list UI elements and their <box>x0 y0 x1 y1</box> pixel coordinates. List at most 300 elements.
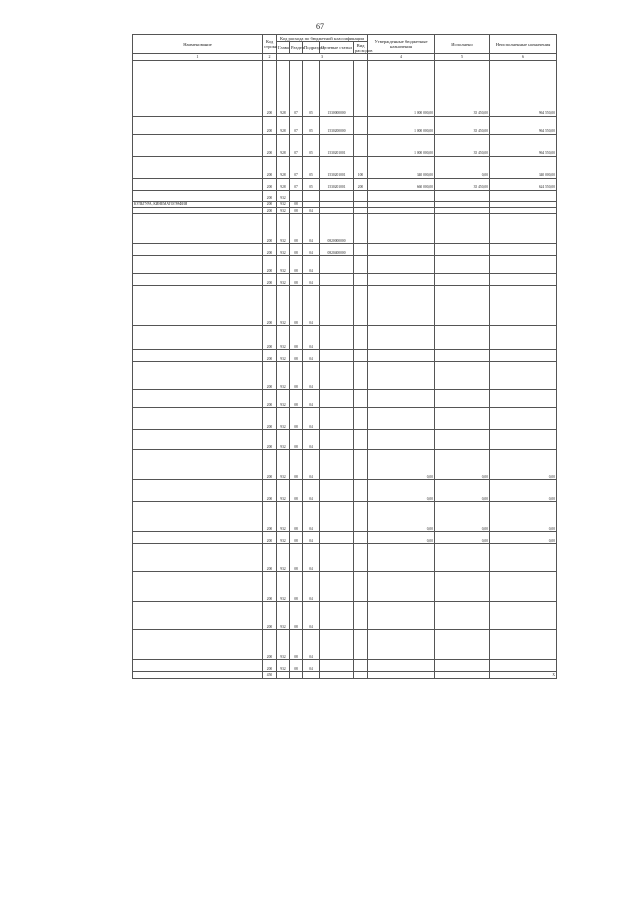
row-name <box>133 450 263 480</box>
row-line-code: 200 <box>263 430 277 450</box>
row-target <box>320 256 354 274</box>
row-subsection: 04 <box>303 408 320 430</box>
row-section: 08 <box>290 602 303 630</box>
row-name <box>133 286 263 326</box>
row-target <box>320 532 354 544</box>
table-row <box>133 326 557 350</box>
row-subsection: 04 <box>303 544 320 572</box>
row-chief: 932 <box>277 430 290 450</box>
row-subsection <box>303 672 320 678</box>
row-section: 08 <box>290 408 303 430</box>
row-executed: 0,00 <box>435 532 490 544</box>
row-expense-type <box>354 602 368 630</box>
row-name: КУЛЬТУРА, КИНЕМАТОГРАФИЯ <box>133 201 263 207</box>
row-unexecuted <box>490 660 557 672</box>
row-executed <box>435 660 490 672</box>
table-row <box>133 116 557 134</box>
row-approved <box>368 190 435 201</box>
row-executed <box>435 672 490 678</box>
row-approved <box>368 362 435 390</box>
row-line-code: 200 <box>263 274 277 286</box>
row-unexecuted: 0,00 <box>490 480 557 502</box>
row-chief: 932 <box>277 408 290 430</box>
table-row <box>133 408 557 430</box>
table-row <box>133 672 557 678</box>
row-expense-type <box>354 532 368 544</box>
row-line-code: 200 <box>263 207 277 213</box>
row-section: 08 <box>290 450 303 480</box>
table-row <box>133 156 557 178</box>
column-number: 4 <box>368 54 435 60</box>
row-target: 0820400000 <box>320 244 354 256</box>
table-row <box>133 244 557 256</box>
row-executed <box>435 256 490 274</box>
table-row <box>133 450 557 480</box>
row-target: 1530201001 <box>320 134 354 156</box>
row-expense-type <box>354 274 368 286</box>
row-executed: 35 450,00 <box>435 134 490 156</box>
row-approved: 1 000 000,00 <box>368 116 435 134</box>
row-expense-type <box>354 326 368 350</box>
row-line-code: 200 <box>263 116 277 134</box>
row-unexecuted <box>490 602 557 630</box>
row-section: 08 <box>290 274 303 286</box>
row-executed <box>435 430 490 450</box>
row-expense-type <box>354 134 368 156</box>
row-target <box>320 450 354 480</box>
row-line-code: 200 <box>263 502 277 532</box>
row-expense-type <box>354 660 368 672</box>
row-expense-type <box>354 480 368 502</box>
row-line-code: 200 <box>263 572 277 602</box>
row-name <box>133 190 263 201</box>
row-name <box>133 480 263 502</box>
row-subsection: 04 <box>303 572 320 602</box>
row-line-code: 200 <box>263 156 277 178</box>
table-row <box>133 190 557 201</box>
table-row <box>133 286 557 326</box>
row-unexecuted: 964 550,00 <box>490 134 557 156</box>
row-subsection: 04 <box>303 660 320 672</box>
row-subsection: 05 <box>303 178 320 190</box>
row-section: 08 <box>290 244 303 256</box>
budget-execution-table <box>132 34 557 679</box>
table-body <box>133 60 557 678</box>
row-executed <box>435 350 490 362</box>
row-executed: 0,00 <box>435 156 490 178</box>
row-section: 08 <box>290 286 303 326</box>
row-subsection: 05 <box>303 116 320 134</box>
row-chief: 928 <box>277 60 290 116</box>
row-subsection: 04 <box>303 630 320 660</box>
row-expense-type <box>354 256 368 274</box>
row-section <box>290 672 303 678</box>
row-expense-type <box>354 430 368 450</box>
row-expense-type <box>354 286 368 326</box>
table-row <box>133 660 557 672</box>
row-expense-type <box>354 214 368 244</box>
row-target <box>320 362 354 390</box>
row-approved <box>368 602 435 630</box>
row-executed: 0,00 <box>435 450 490 480</box>
row-chief: 932 <box>277 207 290 213</box>
row-expense-type <box>354 630 368 660</box>
table-row <box>133 602 557 630</box>
row-name <box>133 408 263 430</box>
row-name <box>133 244 263 256</box>
row-name <box>133 390 263 408</box>
row-section: 08 <box>290 362 303 390</box>
table-row <box>133 60 557 116</box>
table-row <box>133 256 557 274</box>
row-expense-type <box>354 390 368 408</box>
row-name <box>133 274 263 286</box>
row-line-code: 200 <box>263 134 277 156</box>
row-target <box>320 430 354 450</box>
header-section: Раздел <box>290 42 303 54</box>
row-name <box>133 256 263 274</box>
row-subsection: 04 <box>303 256 320 274</box>
row-expense-type <box>354 502 368 532</box>
header-line-code: Код строки <box>263 35 277 54</box>
row-unexecuted <box>490 256 557 274</box>
row-subsection: 05 <box>303 60 320 116</box>
row-section: 08 <box>290 630 303 660</box>
row-target <box>320 286 354 326</box>
row-unexecuted: 964 550,00 <box>490 60 557 116</box>
row-section: 08 <box>290 430 303 450</box>
row-name <box>133 672 263 678</box>
row-unexecuted <box>490 362 557 390</box>
table-row <box>133 430 557 450</box>
row-chief: 932 <box>277 390 290 408</box>
row-expense-type <box>354 408 368 430</box>
row-target: 1530000000 <box>320 60 354 116</box>
row-expense-type <box>354 544 368 572</box>
header-chief: Глава <box>277 42 290 54</box>
row-executed <box>435 244 490 256</box>
header-executed: Исполнено <box>435 35 490 54</box>
row-approved <box>368 390 435 408</box>
row-approved: 340 000,00 <box>368 156 435 178</box>
row-unexecuted <box>490 286 557 326</box>
row-chief: 932 <box>277 274 290 286</box>
row-target <box>320 326 354 350</box>
row-subsection: 04 <box>303 532 320 544</box>
row-line-code: 200 <box>263 660 277 672</box>
row-expense-type: 200 <box>354 178 368 190</box>
row-name <box>133 156 263 178</box>
row-subsection: 04 <box>303 430 320 450</box>
row-approved: 660 000,00 <box>368 178 435 190</box>
row-chief: 932 <box>277 602 290 630</box>
row-target: 0820000000 <box>320 214 354 244</box>
row-unexecuted <box>490 274 557 286</box>
row-approved: 1 000 000,00 <box>368 60 435 116</box>
row-unexecuted: 624 550,00 <box>490 178 557 190</box>
row-subsection: 04 <box>303 286 320 326</box>
row-section: 08 <box>290 502 303 532</box>
row-line-code: 200 <box>263 390 277 408</box>
row-line-code: 200 <box>263 214 277 244</box>
row-approved <box>368 326 435 350</box>
row-chief: 932 <box>277 350 290 362</box>
row-target <box>320 502 354 532</box>
row-line-code: 200 <box>263 60 277 116</box>
row-unexecuted <box>490 190 557 201</box>
header-approved: Утвержденные бюджетные назначения <box>368 35 435 54</box>
row-section: 07 <box>290 60 303 116</box>
table-row <box>133 214 557 244</box>
row-executed <box>435 390 490 408</box>
row-target <box>320 544 354 572</box>
table-row <box>133 480 557 502</box>
row-expense-type <box>354 572 368 602</box>
column-number: 5 <box>435 54 490 60</box>
row-line-code: 200 <box>263 602 277 630</box>
row-section: 07 <box>290 116 303 134</box>
row-subsection: 04 <box>303 244 320 256</box>
row-section: 07 <box>290 134 303 156</box>
row-unexecuted <box>490 430 557 450</box>
row-approved <box>368 274 435 286</box>
row-unexecuted <box>490 630 557 660</box>
table-row <box>133 572 557 602</box>
row-line-code: 200 <box>263 178 277 190</box>
row-line-code: 200 <box>263 190 277 201</box>
row-subsection: 04 <box>303 326 320 350</box>
row-approved <box>368 660 435 672</box>
row-approved <box>368 544 435 572</box>
row-subsection: 04 <box>303 207 320 213</box>
row-executed <box>435 274 490 286</box>
row-unexecuted: 340 000,00 <box>490 156 557 178</box>
row-approved: 0,00 <box>368 480 435 502</box>
row-approved <box>368 672 435 678</box>
row-approved: 0,00 <box>368 502 435 532</box>
row-expense-type <box>354 672 368 678</box>
row-line-code: 200 <box>263 326 277 350</box>
row-unexecuted <box>490 572 557 602</box>
row-subsection: 05 <box>303 156 320 178</box>
row-approved <box>368 214 435 244</box>
row-executed <box>435 408 490 430</box>
row-executed <box>435 286 490 326</box>
row-chief: 932 <box>277 450 290 480</box>
row-target <box>320 390 354 408</box>
row-unexecuted: 0,00 <box>490 532 557 544</box>
row-executed <box>435 326 490 350</box>
row-unexecuted <box>490 350 557 362</box>
row-line-code: 200 <box>263 244 277 256</box>
row-executed: 35 450,00 <box>435 116 490 134</box>
row-name <box>133 630 263 660</box>
row-subsection: 04 <box>303 502 320 532</box>
row-line-code: 450 <box>263 672 277 678</box>
row-name <box>133 214 263 244</box>
row-subsection: 04 <box>303 602 320 630</box>
row-name <box>133 326 263 350</box>
row-line-code: 200 <box>263 630 277 660</box>
row-approved <box>368 430 435 450</box>
row-subsection: 04 <box>303 450 320 480</box>
row-chief: 932 <box>277 480 290 502</box>
row-target <box>320 660 354 672</box>
row-chief: 932 <box>277 502 290 532</box>
row-chief: 932 <box>277 326 290 350</box>
row-approved <box>368 286 435 326</box>
row-line-code: 200 <box>263 256 277 274</box>
row-section: 08 <box>290 214 303 244</box>
row-expense-type <box>354 190 368 201</box>
row-section: 08 <box>290 532 303 544</box>
row-approved <box>368 244 435 256</box>
row-target: 1530201001 <box>320 178 354 190</box>
row-chief: 932 <box>277 544 290 572</box>
row-approved: 1 000 000,00 <box>368 134 435 156</box>
row-expense-type <box>354 60 368 116</box>
row-expense-type: 100 <box>354 156 368 178</box>
row-section: 08 <box>290 480 303 502</box>
row-chief: 928 <box>277 156 290 178</box>
row-executed <box>435 572 490 602</box>
table-row <box>133 350 557 362</box>
row-unexecuted <box>490 390 557 408</box>
row-subsection: 04 <box>303 274 320 286</box>
row-section: 07 <box>290 156 303 178</box>
row-expense-type <box>354 450 368 480</box>
row-expense-type <box>354 244 368 256</box>
row-target <box>320 602 354 630</box>
header-target: Целевые статьи <box>320 42 354 54</box>
row-subsection: 04 <box>303 350 320 362</box>
table-row <box>133 274 557 286</box>
row-executed <box>435 544 490 572</box>
row-approved <box>368 350 435 362</box>
row-line-code: 200 <box>263 532 277 544</box>
row-executed <box>435 362 490 390</box>
row-approved <box>368 572 435 602</box>
row-name <box>133 430 263 450</box>
row-chief: 932 <box>277 244 290 256</box>
table-row <box>133 178 557 190</box>
row-section: 08 <box>290 326 303 350</box>
table-header <box>133 35 557 61</box>
table-row <box>133 362 557 390</box>
page-number: 67 <box>316 22 324 31</box>
row-chief: 932 <box>277 286 290 326</box>
row-executed: 35 450,00 <box>435 60 490 116</box>
row-approved <box>368 408 435 430</box>
row-unexecuted <box>490 244 557 256</box>
table-row <box>133 532 557 544</box>
row-executed <box>435 190 490 201</box>
row-executed <box>435 630 490 660</box>
row-line-code: 200 <box>263 362 277 390</box>
row-name <box>133 532 263 544</box>
row-unexecuted: 0,00 <box>490 502 557 532</box>
header-subsection: Подраздел <box>303 42 320 54</box>
row-chief: 932 <box>277 660 290 672</box>
row-executed: 0,00 <box>435 502 490 532</box>
row-target <box>320 190 354 201</box>
header-name: Наименование <box>133 35 263 54</box>
row-name <box>133 572 263 602</box>
row-target <box>320 274 354 286</box>
row-chief: 932 <box>277 572 290 602</box>
row-line-code: 200 <box>263 408 277 430</box>
row-name <box>133 60 263 116</box>
row-chief: 932 <box>277 362 290 390</box>
row-subsection: 04 <box>303 390 320 408</box>
table-row <box>133 502 557 532</box>
row-section: 07 <box>290 178 303 190</box>
row-line-code: 200 <box>263 201 277 207</box>
row-chief: 928 <box>277 178 290 190</box>
column-number: 3 <box>277 54 368 60</box>
row-section <box>290 190 303 201</box>
row-unexecuted <box>490 214 557 244</box>
row-target <box>320 408 354 430</box>
row-approved: 0,00 <box>368 450 435 480</box>
row-target: 1530200000 <box>320 116 354 134</box>
row-chief: 932 <box>277 532 290 544</box>
table-row <box>133 544 557 572</box>
row-chief: 932 <box>277 190 290 201</box>
row-unexecuted: X <box>490 672 557 678</box>
row-unexecuted <box>490 326 557 350</box>
row-line-code: 200 <box>263 286 277 326</box>
row-subsection: 05 <box>303 134 320 156</box>
table-row <box>133 390 557 408</box>
row-chief: 928 <box>277 134 290 156</box>
row-line-code: 200 <box>263 544 277 572</box>
row-expense-type <box>354 362 368 390</box>
row-line-code: 200 <box>263 450 277 480</box>
budget-table-container <box>132 34 556 679</box>
row-section: 08 <box>290 660 303 672</box>
row-target <box>320 480 354 502</box>
row-executed <box>435 602 490 630</box>
row-section: 08 <box>290 207 303 213</box>
row-target: 1530201001 <box>320 156 354 178</box>
row-subsection: 04 <box>303 214 320 244</box>
row-target <box>320 672 354 678</box>
column-number: 1 <box>133 54 263 60</box>
row-chief: 928 <box>277 116 290 134</box>
row-section: 08 <box>290 390 303 408</box>
row-name <box>133 350 263 362</box>
row-executed: 0,00 <box>435 480 490 502</box>
row-section: 08 <box>290 350 303 362</box>
row-name <box>133 116 263 134</box>
row-expense-type <box>354 116 368 134</box>
row-unexecuted <box>490 544 557 572</box>
column-number: 2 <box>263 54 277 60</box>
row-name <box>133 502 263 532</box>
header-expense-type: Вид расходов <box>355 42 373 53</box>
row-section: 08 <box>290 256 303 274</box>
row-unexecuted <box>490 408 557 430</box>
row-line-code: 200 <box>263 480 277 502</box>
row-target <box>320 630 354 660</box>
row-approved: 0,00 <box>368 532 435 544</box>
row-expense-type <box>354 350 368 362</box>
row-unexecuted: 964 550,00 <box>490 116 557 134</box>
header-budget-class-code: Код расхода по бюджетной классификации <box>277 35 368 42</box>
column-number: 6 <box>490 54 557 60</box>
row-approved <box>368 630 435 660</box>
